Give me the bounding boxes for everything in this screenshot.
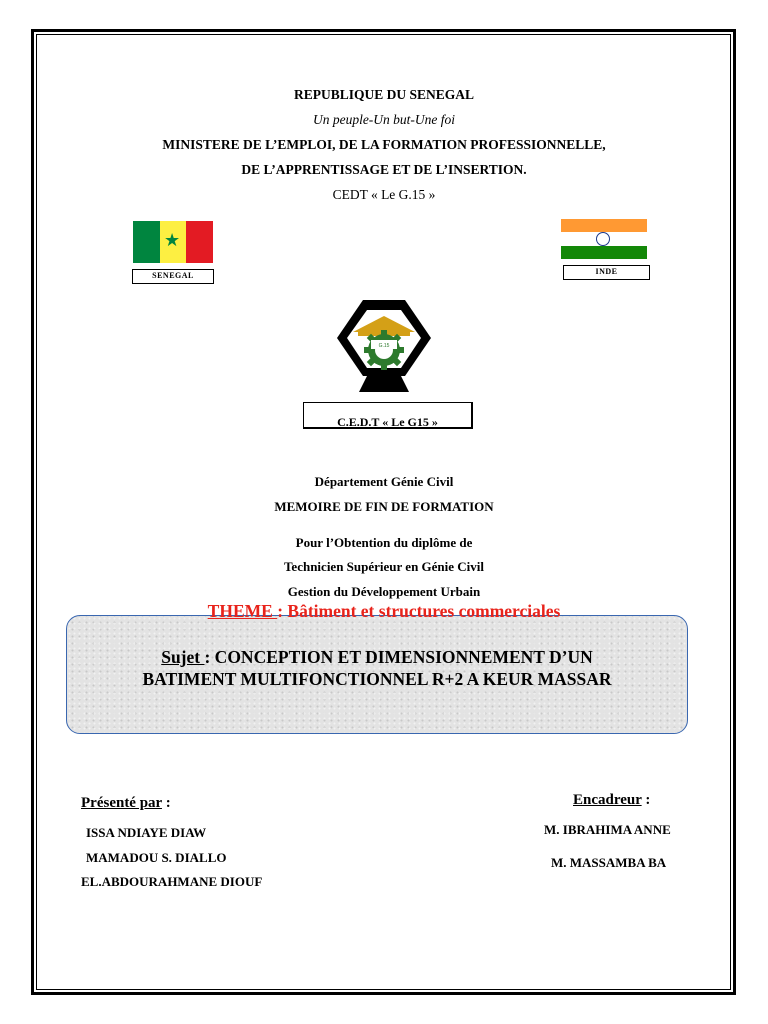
india-flag-icon <box>561 219 647 259</box>
diploma-line-1: Pour l’Obtention du diplôme de <box>295 535 473 550</box>
svg-text:G.15: G.15 <box>378 343 390 349</box>
cedt-caption: C.E.D.T « Le G15 » <box>337 415 438 429</box>
presenter-name: MAMADOU S. DIALLO <box>86 850 227 865</box>
cedt-logo-icon <box>331 296 437 396</box>
presented-by-label: Présenté par <box>81 795 162 811</box>
india-flag-label: INDE <box>563 265 650 280</box>
presented-by-colon: : <box>161 795 171 811</box>
cedt-caption-box <box>303 402 473 429</box>
supervisor-label: Encadreur <box>573 792 642 808</box>
school-name: CEDT « Le G.15 » <box>332 187 436 202</box>
supervisor-heading <box>573 792 650 809</box>
supervisor-name: M. IBRAHIMA ANNE <box>544 822 671 837</box>
senegal-flag-label: SENEGAL <box>132 269 214 284</box>
presenter-name: ISSA NDIAYE DIAW <box>86 825 207 840</box>
theme-title <box>0 601 768 622</box>
theme-label: THEME <box>207 601 278 621</box>
national-motto: Un peuple-Un but-Une foi <box>312 112 456 127</box>
republic-title: REPUBLIQUE DU SENEGAL <box>293 87 475 102</box>
subject-label: Sujet <box>161 647 205 667</box>
ministry-line-2: DE L’APPRENTISSAGE ET DE L’INSERTION. <box>241 162 527 177</box>
document-type: MEMOIRE DE FIN DE FORMATION <box>274 499 494 514</box>
department-name: Département Génie Civil <box>314 474 454 489</box>
diploma-line-3: Gestion du Développement Urbain <box>287 584 481 599</box>
ministry-line-1: MINISTERE DE L’EMPLOI, DE LA FORMATION PROFESSIONNELLE, <box>162 137 606 152</box>
subject-line-2: BATIMENT MULTIFONCTIONNEL R+2 A KEUR MASSAR <box>142 669 612 689</box>
diploma-line-2: Technicien Supérieur en Génie Civil <box>283 559 485 574</box>
supervisor-colon: : <box>641 792 651 808</box>
subject-text <box>66 646 688 690</box>
senegal-flag-icon: ★ <box>133 221 213 263</box>
theme-text: : Bâtiment et structures commerciales <box>277 601 561 621</box>
supervisor-name: M. MASSAMBA BA <box>551 855 667 870</box>
presented-by-heading <box>81 795 171 812</box>
presenter-name: EL.ABDOURAHMANE DIOUF <box>81 874 263 889</box>
subject-line-1: : CONCEPTION ET DIMENSIONNEMENT D’UN <box>204 647 593 667</box>
